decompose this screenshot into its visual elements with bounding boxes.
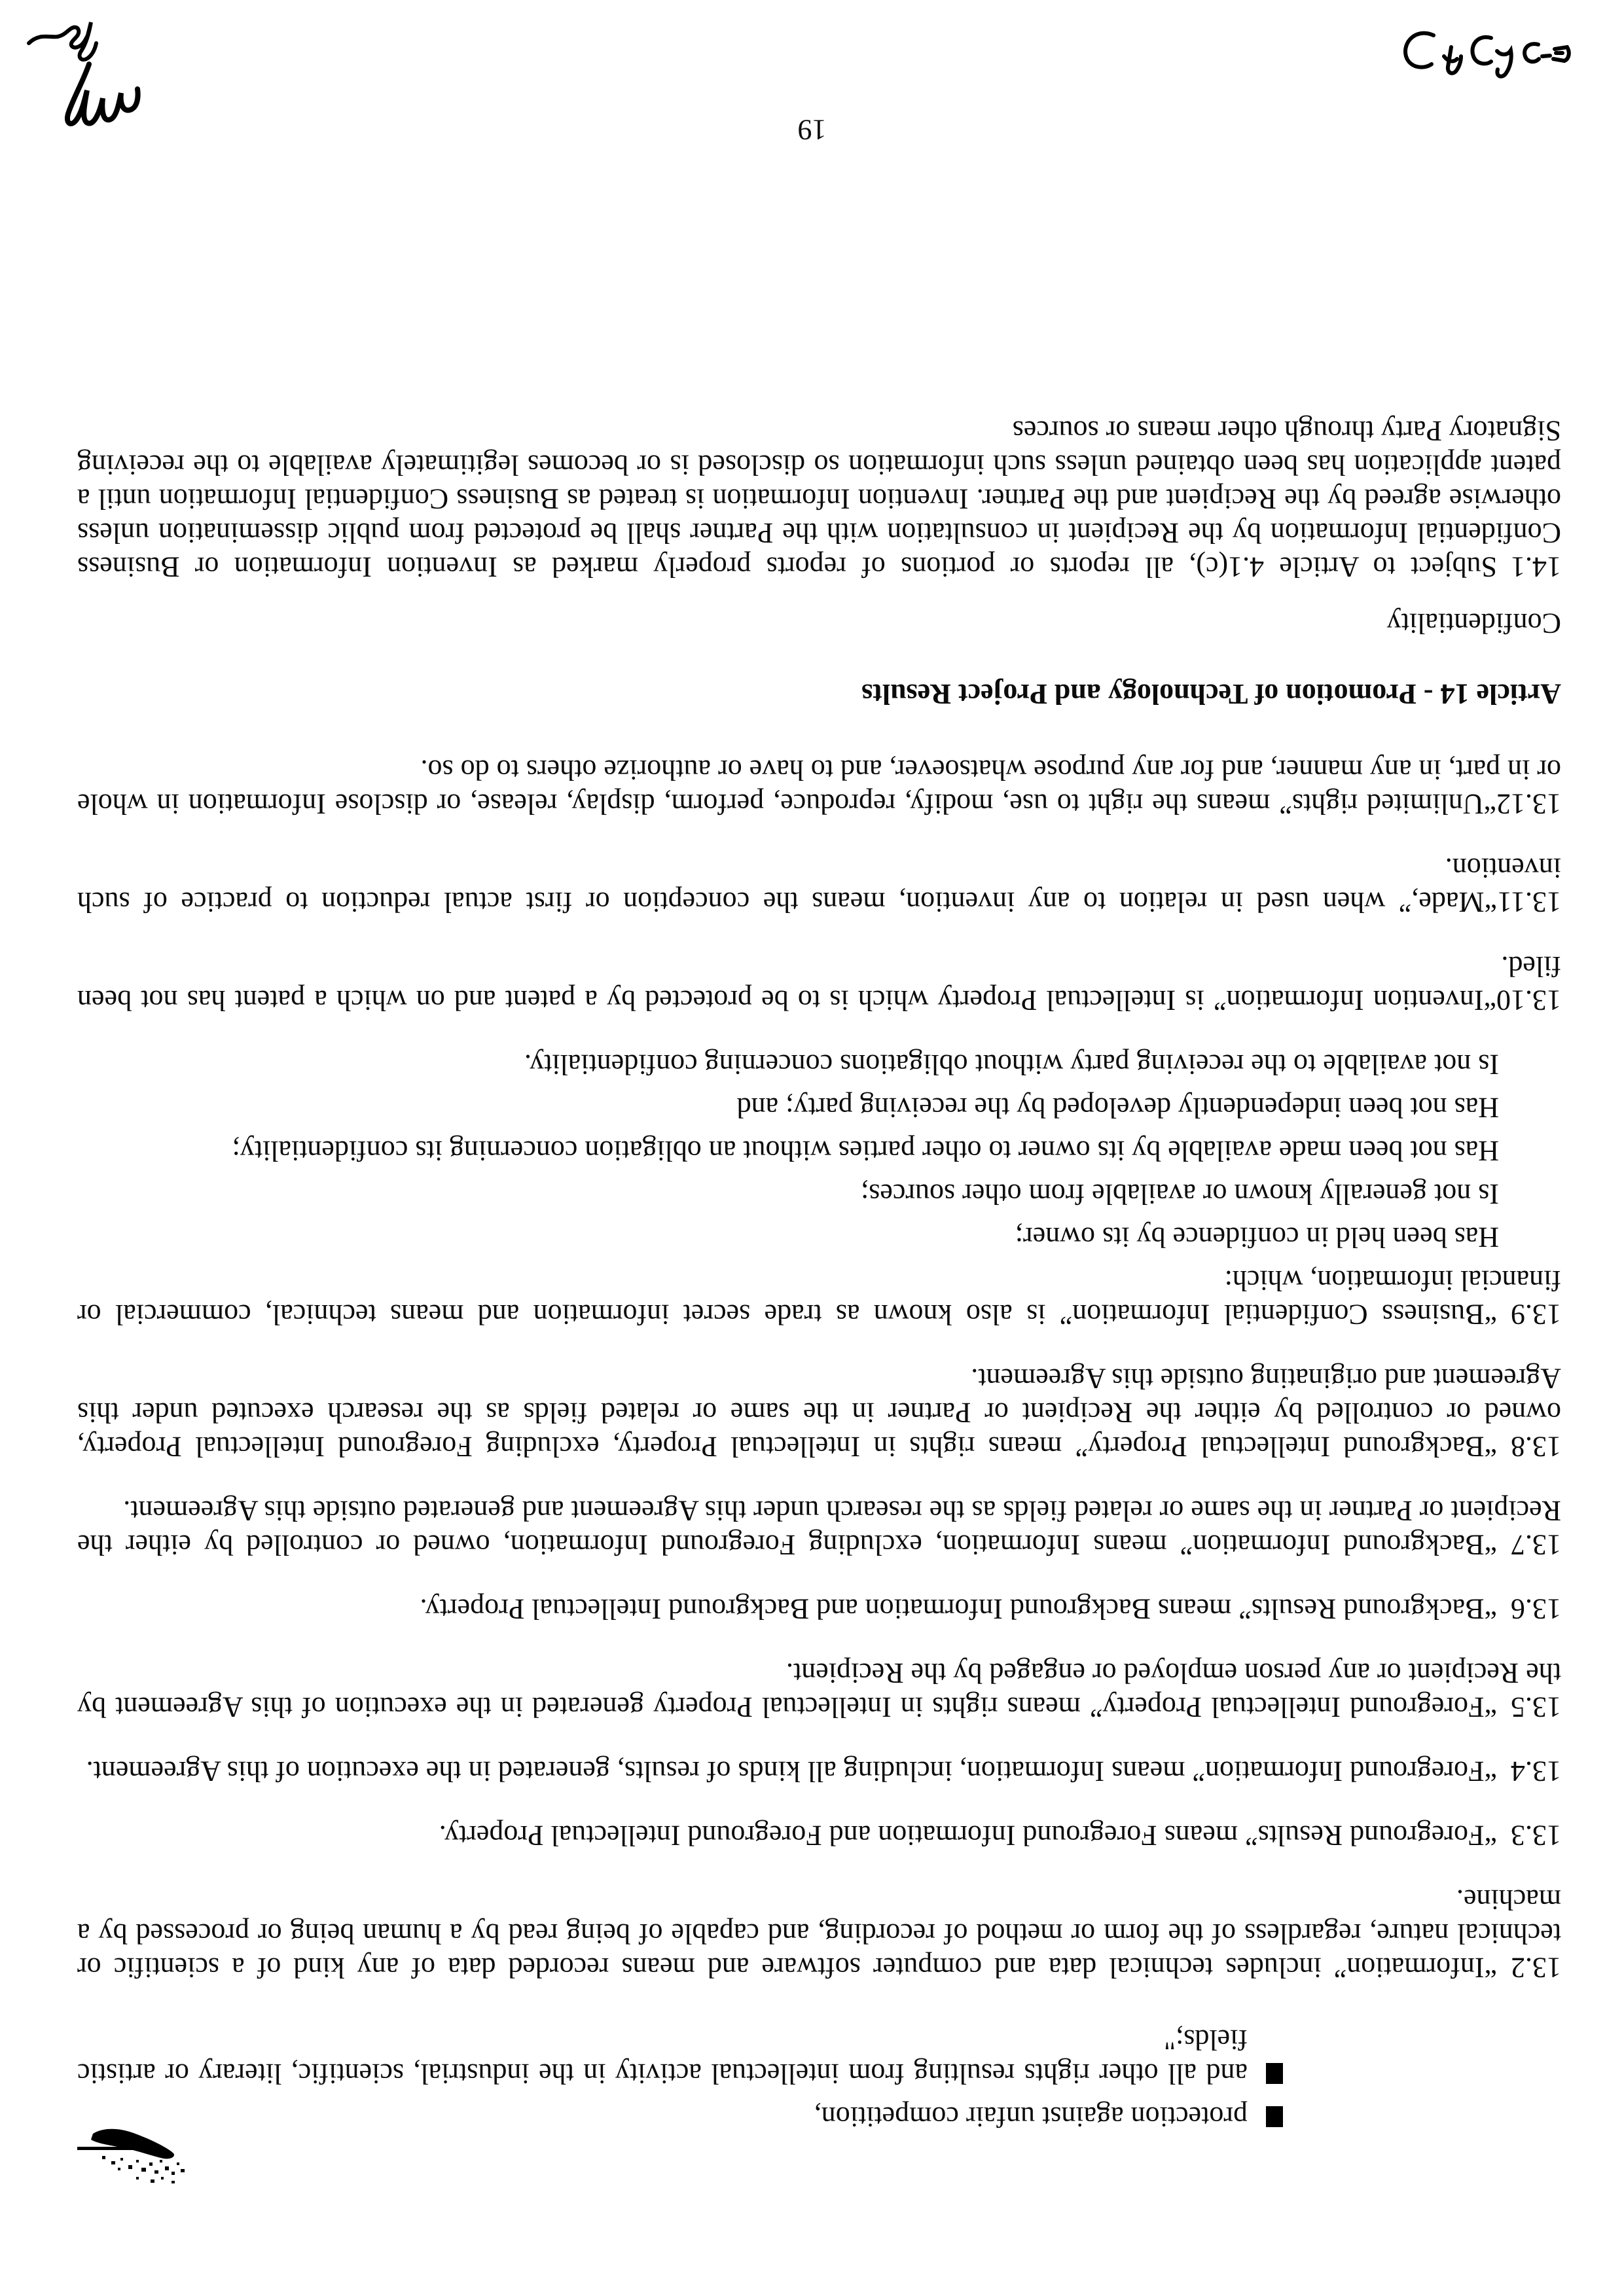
bullet-text: protection against unfair competition,	[814, 2101, 1248, 2133]
clause-13-9	[77, 1047, 1561, 1331]
clause-number: 13.2	[1511, 1952, 1561, 1984]
clause-13-8	[77, 1361, 1561, 1463]
subitem: Has been held in confidence by its owner;	[1015, 1221, 1499, 1253]
clause-number: 13.6	[1511, 1593, 1561, 1625]
list-item	[77, 2022, 1283, 2090]
clause-13-10	[77, 949, 1561, 1017]
clause-number: 13.12	[1496, 788, 1561, 820]
page-number: 19	[797, 114, 827, 146]
article-14-heading: Article 14 - Promotion of Technology and Project Results	[861, 678, 1561, 710]
clause-text: “Invention Information” is Intellectual Property which is to be protected by a patent and on which a patent has not been filed.	[77, 950, 1561, 1016]
clause-13-2	[77, 1882, 1561, 1984]
clause-text: Subject to Article 4.1(c), all reports or portions of reports properly marked as Invention Information or Business Confidential Information by the Recipient in consultation with the Partner shall be protected from public dissemination unless otherwise agreed by the Recipient and the Partner. Invention Information is treated as Business Confidential Information until a patent application has been obtained unless such information so disclosed is or becomes legitimately available to the receiving Signatory Party through other means or sources	[77, 415, 1561, 583]
clause-number: 13.7	[1511, 1529, 1561, 1561]
clause-13-12	[77, 753, 1561, 821]
clause-text: “Background Results” means Background Information and Background Intellectual Property.	[420, 1593, 1497, 1625]
square-bullet-icon	[1266, 2063, 1283, 2084]
clause-13-11	[77, 851, 1561, 919]
clause-text: “Background Information” means Information, excluding Foreground Information, owned or controlled by either the Recipient or Partner in the same or related fields as the research under this Agreement and generated outside this Agreement.	[77, 1495, 1561, 1561]
clause-text: “Foreground Results” means Foreground Information and Foreground Intellectual Property.	[439, 1820, 1497, 1852]
clause-13-6	[77, 1592, 1561, 1626]
clause-13-3	[77, 1818, 1561, 1852]
clause-13-7	[77, 1494, 1561, 1562]
clause-text: “Business Confidential Information” is also known as trade secret information and means technical, commercial or financial information, which:	[77, 1265, 1561, 1331]
clause-text: “Information” includes technical data and computer software and means recorded data of any kind of a scientific or technical nature, regardless of the form or method of recording, and capable of being read by a human being or processed by a machine.	[77, 1884, 1561, 1984]
clause-13-9-subitems	[77, 1047, 1499, 1254]
clause-text: “Foreground Information” means Information, including all kinds of results, generated in the execution of this Agreement.	[86, 1755, 1497, 1787]
clause-number: 13.3	[1511, 1820, 1561, 1852]
subitem: Has not been independently developed by the receiving party; and	[736, 1092, 1499, 1124]
subitem: Is not available to the receiving party without obligations concerning confidentiality.	[524, 1049, 1499, 1081]
clause-13-4	[77, 1754, 1561, 1788]
clause-14-1	[77, 414, 1561, 584]
subitem: Has not been made available by its owner to other parties without an obligation concerning its confidentiality;	[232, 1135, 1499, 1167]
list-item	[77, 2100, 1283, 2134]
square-bullet-icon	[1266, 2106, 1283, 2127]
clause-number: 14.1	[1511, 551, 1561, 583]
clause-text: “Made,” when used in relation to any invention, means the conception or first actual reduction to practice of such invention.	[77, 852, 1561, 918]
clause-number: 13.10	[1496, 984, 1561, 1016]
clause-number: 13.4	[1511, 1755, 1561, 1787]
clause-text: “Foreground Intellectual Property” means rights in Intellectual Property generated in the execution of this Agreement by the Recipient or any person employed or engaged by the Recipient.	[77, 1657, 1561, 1723]
clause-text: “Unlimited rights” means the right to use, modify, reproduce, perform, display, release, or disclose Information in whole or in part, in any manner, and for any purpose whatsoever, and to have or authorize others to do so.	[77, 754, 1561, 820]
clause-number: 13.5	[1511, 1691, 1561, 1723]
clause-text: “Background Intellectual Property” means rights in Intellectual Property, excluding Foreground Intellectual Property, owned or controlled by either the Recipient or Partner in the same or related fields as the research executed under this Agreement and originating outside this Agreement.	[77, 1363, 1561, 1463]
clause-13-5	[77, 1656, 1561, 1724]
bullet-text: and all other rights resulting from intellectual activity in the industrial, scientific, literary or artistic fields;"	[77, 2024, 1248, 2090]
clause-13-9-lead	[77, 1263, 1561, 1331]
subitem: Is not generally known or available from other sources;	[860, 1178, 1499, 1210]
clause-number: 13.8	[1511, 1431, 1561, 1463]
intellectual-property-bullet-list	[77, 2022, 1561, 2134]
clause-number: 13.9	[1511, 1299, 1561, 1331]
confidentiality-subheading: Confidentiality	[1386, 607, 1561, 639]
clause-number: 13.11	[1497, 886, 1561, 918]
